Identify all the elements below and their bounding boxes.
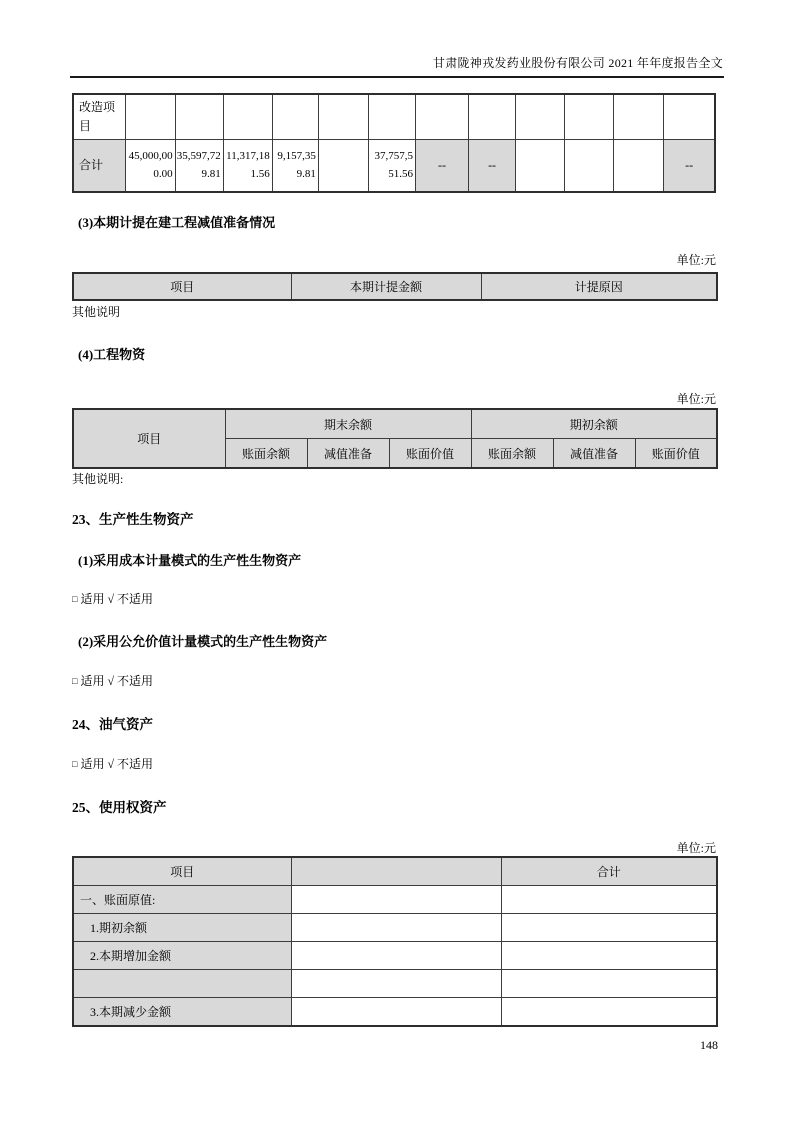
not-applicable-label: 不适用 bbox=[117, 757, 154, 771]
table-header-row bbox=[73, 409, 717, 439]
table-row bbox=[73, 886, 717, 914]
table-row bbox=[73, 942, 717, 970]
amount-cell: 45,000,000.00 bbox=[125, 140, 175, 193]
unit-label: 单位:元 bbox=[676, 392, 716, 406]
table-cell bbox=[614, 94, 664, 140]
table-cell bbox=[368, 94, 415, 140]
table-cell bbox=[291, 942, 501, 970]
table-row bbox=[73, 94, 715, 140]
row-label-cell: 合计 bbox=[73, 140, 125, 193]
column-group-header: 期初余额 bbox=[471, 409, 717, 439]
column-header: 账面价值 bbox=[635, 439, 717, 469]
dash-cell: -- bbox=[415, 140, 468, 193]
table-header-row bbox=[73, 857, 717, 886]
amount-cell: 11,317,181.56 bbox=[223, 140, 272, 193]
section-heading-impairment: (3)本期计提在建工程减值准备情况 bbox=[78, 215, 276, 230]
column-header: 账面余额 bbox=[225, 439, 307, 469]
checkbox-unchecked-icon: □ bbox=[72, 594, 78, 604]
table-cell bbox=[516, 94, 565, 140]
not-applicable-label: 不适用 bbox=[117, 674, 154, 688]
impairment-table bbox=[72, 272, 718, 301]
column-header: 计提原因 bbox=[481, 273, 717, 300]
table-cell bbox=[318, 94, 368, 140]
amount-cell: 9,157,359.81 bbox=[272, 140, 318, 193]
section-heading-right-of-use-assets: 25、使用权资产 bbox=[72, 800, 167, 815]
row-label-cell bbox=[73, 970, 291, 998]
page-number: 148 bbox=[700, 1038, 718, 1052]
table-cell bbox=[501, 914, 717, 942]
amount-cell: 37,757,551.56 bbox=[368, 140, 415, 193]
table-cell bbox=[501, 942, 717, 970]
check-mark-icon: √ bbox=[107, 757, 115, 771]
table-cell bbox=[664, 94, 715, 140]
column-header: 账面余额 bbox=[471, 439, 553, 469]
table-cell bbox=[175, 94, 223, 140]
amount-cell: 35,597,729.81 bbox=[175, 140, 223, 193]
table-cell bbox=[469, 94, 516, 140]
checkbox-unchecked-icon: □ bbox=[72, 676, 78, 686]
subsection-heading-fair-value-model: (2)采用公允价值计量模式的生产性生物资产 bbox=[78, 634, 328, 649]
table-cell bbox=[415, 94, 468, 140]
table-cell bbox=[291, 998, 501, 1027]
column-header: 减值准备 bbox=[553, 439, 635, 469]
column-header: 本期计提金额 bbox=[291, 273, 481, 300]
table-cell bbox=[565, 94, 614, 140]
table-cell bbox=[291, 886, 501, 914]
row-label-cell: 1.期初余额 bbox=[73, 914, 291, 942]
right-of-use-assets-table bbox=[72, 856, 718, 1027]
section-heading-materials: (4)工程物资 bbox=[78, 347, 146, 362]
applicability-line bbox=[72, 590, 153, 607]
table-header-row bbox=[73, 273, 717, 300]
column-header: 减值准备 bbox=[307, 439, 389, 469]
table-row bbox=[73, 970, 717, 998]
column-group-header: 期末余额 bbox=[225, 409, 471, 439]
check-mark-icon: √ bbox=[107, 674, 115, 688]
table-cell bbox=[516, 140, 565, 193]
column-header: 项目 bbox=[73, 273, 291, 300]
unit-label: 单位:元 bbox=[676, 841, 716, 855]
table-cell bbox=[501, 886, 717, 914]
column-header bbox=[291, 857, 501, 886]
section-heading-oil-gas-assets: 24、油气资产 bbox=[72, 717, 153, 732]
construction-in-progress-table bbox=[72, 93, 716, 193]
table-row bbox=[73, 914, 717, 942]
other-note: 其他说明 bbox=[72, 305, 121, 319]
table-cell bbox=[501, 998, 717, 1027]
applicable-label: 适用 bbox=[80, 592, 105, 606]
table-cell bbox=[318, 140, 368, 193]
table-cell bbox=[291, 970, 501, 998]
section-heading-bio-assets: 23、生产性生物资产 bbox=[72, 512, 194, 527]
applicable-label: 适用 bbox=[80, 674, 105, 688]
check-mark-icon: √ bbox=[107, 592, 115, 606]
table-cell bbox=[565, 140, 614, 193]
table-row bbox=[73, 998, 717, 1027]
table-cell bbox=[501, 970, 717, 998]
column-header: 项目 bbox=[73, 857, 291, 886]
applicability-line bbox=[72, 672, 153, 689]
dash-cell: -- bbox=[664, 140, 715, 193]
row-label-cell: 3.本期减少金额 bbox=[73, 998, 291, 1027]
column-header: 项目 bbox=[73, 409, 225, 468]
unit-label: 单位:元 bbox=[676, 253, 716, 267]
materials-table bbox=[72, 408, 718, 469]
applicable-label: 适用 bbox=[80, 757, 105, 771]
table-cell bbox=[125, 94, 175, 140]
dash-cell: -- bbox=[469, 140, 516, 193]
table-row-total bbox=[73, 140, 715, 193]
row-label-cell: 改造项目 bbox=[73, 94, 125, 140]
header-rule bbox=[70, 76, 724, 78]
table-cell bbox=[291, 914, 501, 942]
other-note: 其他说明: bbox=[72, 472, 124, 486]
column-header: 账面价值 bbox=[389, 439, 471, 469]
table-cell bbox=[614, 140, 664, 193]
row-label-cell: 2.本期增加金额 bbox=[73, 942, 291, 970]
not-applicable-label: 不适用 bbox=[117, 592, 154, 606]
subsection-heading-cost-model: (1)采用成本计量模式的生产性生物资产 bbox=[78, 553, 302, 568]
applicability-line bbox=[72, 755, 153, 772]
column-header: 合计 bbox=[501, 857, 717, 886]
checkbox-unchecked-icon: □ bbox=[72, 759, 78, 769]
row-label-cell: 一、账面原值: bbox=[73, 886, 291, 914]
table-cell bbox=[223, 94, 272, 140]
table-cell bbox=[272, 94, 318, 140]
page-header-title: 甘肃陇神戎发药业股份有限公司 2021 年年度报告全文 bbox=[432, 56, 723, 70]
